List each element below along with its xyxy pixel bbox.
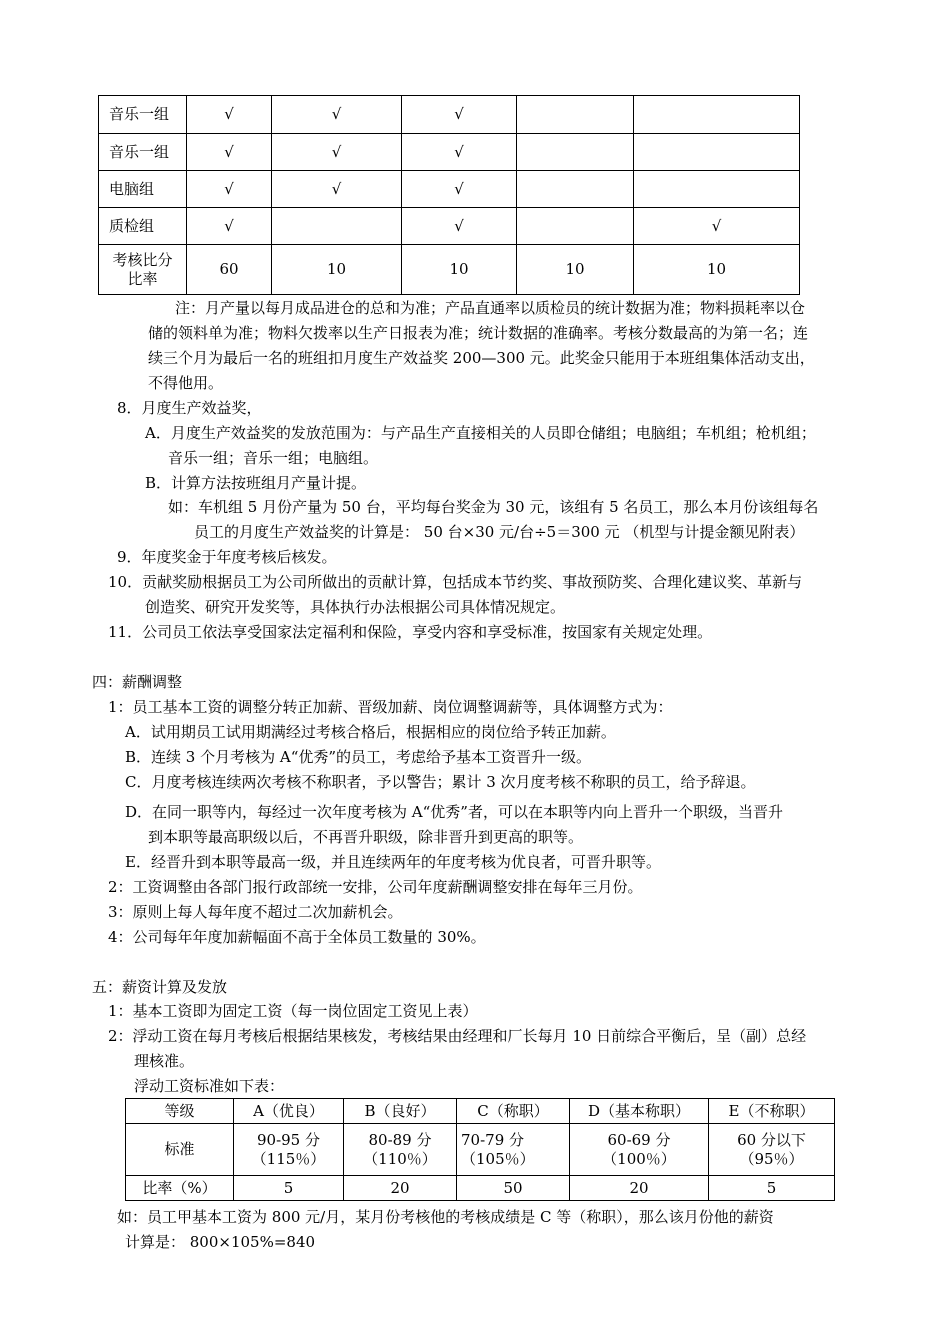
percentage: （110％） bbox=[363, 1149, 437, 1168]
cell bbox=[517, 171, 634, 208]
item-8-example-line-2: 员工的月度生产效益奖的计算是： 50 台×30 元/台÷5＝300 元 （机型与计提金额见附表） bbox=[194, 523, 805, 541]
ratio-value: 10 bbox=[634, 245, 800, 295]
ratio-value: 5 bbox=[234, 1176, 344, 1201]
percentage: （95％） bbox=[739, 1149, 804, 1168]
group-name: 音乐一组 bbox=[99, 134, 187, 171]
item-8-example-line-1: 如：车机组 5 月份产量为 50 台，平均每台奖金为 30 元，该组有 5 名员工，那么本月份该组每名 bbox=[168, 498, 819, 516]
ratio-value: 10 bbox=[517, 245, 634, 295]
table-caption: 浮动工资标准如下表： bbox=[134, 1077, 285, 1095]
grade-label: 等级 bbox=[126, 1099, 234, 1124]
float-salary-table bbox=[125, 1098, 835, 1201]
cell bbox=[634, 96, 800, 134]
table-row bbox=[99, 134, 800, 171]
grade-header: A（优良） bbox=[234, 1099, 344, 1124]
section-4-b: B．连续 3 个月考核为 A“优秀”的员工，考虑给予基本工资晋升一级。 bbox=[125, 748, 592, 766]
section-4-c: C．月度考核连续两次考核不称职者，予以警告；累计 3 次月度考核不称职的员工，给予辞退。 bbox=[125, 773, 756, 791]
cell: √ bbox=[187, 208, 272, 245]
standard-cell bbox=[570, 1124, 709, 1176]
score-range: 90-95 分 bbox=[256, 1130, 320, 1149]
item-9: 9．年度奖金于年度考核后核发。 bbox=[117, 548, 337, 566]
ratio-row bbox=[126, 1176, 835, 1201]
cell: √ bbox=[187, 134, 272, 171]
ratio-value: 10 bbox=[272, 245, 402, 295]
section-4-title: 四：薪酬调整 bbox=[92, 673, 183, 691]
group-name: 质检组 bbox=[99, 208, 187, 245]
score-range: 60-69 分 bbox=[607, 1130, 671, 1149]
note-line-2: 储的领料单为准；物料欠拨率以生产日报表为准；统计数据的准确率。考核分数最高的为第一名；连 bbox=[148, 324, 809, 342]
assessment-table bbox=[98, 95, 800, 295]
grade-header: C（称职） bbox=[457, 1099, 570, 1124]
cell bbox=[634, 171, 800, 208]
item-8-a-line-1: A．月度生产效益奖的发放范围为：与产品生产直接相关的人员即仓储组；电脑组；车机组；枪机组； bbox=[145, 424, 816, 442]
grade-header: D（基本称职） bbox=[570, 1099, 709, 1124]
ratio-label-line-2: 比率 bbox=[127, 269, 158, 288]
cell bbox=[517, 134, 634, 171]
item-8-a-line-2: 音乐一组；音乐一组；电脑组。 bbox=[168, 449, 379, 467]
section-4-a: A．试用期员工试用期满经过考核合格后，根据相应的岗位给予转正加薪。 bbox=[125, 723, 616, 741]
cell: √ bbox=[402, 96, 517, 134]
cell: √ bbox=[272, 171, 402, 208]
ratio-label bbox=[99, 245, 187, 295]
percentage: （100％） bbox=[602, 1149, 676, 1168]
ratio-value: 20 bbox=[344, 1176, 457, 1201]
score-range: 80-89 分 bbox=[368, 1130, 432, 1149]
section-5-p2-line-2: 理核准。 bbox=[134, 1052, 195, 1070]
section-4-p3: 3：原则上每人每年度不超过二次加薪机会。 bbox=[108, 903, 403, 921]
item-10-line-1: 10．贡献奖励根据员工为公司所做出的贡献计算，包括成本节约奖、事故预防奖、合理化建议奖、革新与 bbox=[108, 573, 803, 591]
ratio-value: 5 bbox=[709, 1176, 835, 1201]
section-4-d-line-1: D．在同一职等内，每经过一次年度考核为 A“优秀”者，可以在本职等内向上晋升一个职级，当晋升 bbox=[125, 803, 783, 821]
note-line-4: 不得他用。 bbox=[148, 374, 224, 392]
table-row bbox=[99, 96, 800, 134]
percentage: （105％） bbox=[461, 1149, 535, 1168]
section-4-p1: 1：员工基本工资的调整分转正加薪、晋级加薪、岗位调整调薪等，具体调整方式为： bbox=[108, 698, 673, 716]
score-range: 70-79 分 bbox=[461, 1130, 525, 1149]
cell: √ bbox=[402, 208, 517, 245]
cell: √ bbox=[187, 96, 272, 134]
standard-cell bbox=[457, 1124, 570, 1176]
ratio-label-line-1: 考核比分 bbox=[112, 250, 173, 269]
percentage: （115％） bbox=[251, 1149, 326, 1168]
item-10-line-2: 创造奖、研究开发奖等，具体执行办法根据公司具体情况规定。 bbox=[145, 598, 566, 616]
section-4-p2: 2：工资调整由各部门报行政部统一安排，公司年度薪酬调整安排在每年三月份。 bbox=[108, 878, 643, 896]
section-5-p1: 1：基本工资即为固定工资（每一岗位固定工资见上表） bbox=[108, 1002, 478, 1020]
item-8-title: 8．月度生产效益奖， bbox=[117, 399, 262, 417]
table-row bbox=[99, 171, 800, 208]
table-row bbox=[99, 208, 800, 245]
section-5-title: 五：薪资计算及发放 bbox=[92, 978, 228, 996]
group-name: 音乐一组 bbox=[99, 96, 187, 134]
grade-header: E（不称职） bbox=[709, 1099, 835, 1124]
item-11: 11．公司员工依法享受国家法定福利和保险，享受内容和享受标准，按国家有关规定处理。 bbox=[108, 623, 713, 641]
ratio-row bbox=[99, 245, 800, 295]
section-4-d-line-2: 到本职等最高职级以后，不再晋升职级，除非晋升到更高的职等。 bbox=[148, 828, 584, 846]
ratio-value: 10 bbox=[402, 245, 517, 295]
section-4-p4: 4：公司每年年度加薪幅面不高于全体员工数量的 30%。 bbox=[108, 928, 486, 946]
standard-row bbox=[126, 1124, 835, 1176]
example-line-2: 计算是： 800×105%=840 bbox=[125, 1233, 316, 1251]
ratio-value: 20 bbox=[570, 1176, 709, 1201]
standard-cell bbox=[234, 1124, 344, 1176]
standard-cell bbox=[344, 1124, 457, 1176]
cell bbox=[634, 134, 800, 171]
cell: √ bbox=[187, 171, 272, 208]
section-4-e: E．经晋升到本职等最高一级，并且连续两年的年度考核为优良者，可晋升职等。 bbox=[125, 853, 661, 871]
score-range: 60 分以下 bbox=[737, 1130, 806, 1149]
cell: √ bbox=[272, 134, 402, 171]
cell: √ bbox=[402, 171, 517, 208]
cell: √ bbox=[634, 208, 800, 245]
item-8-b: B．计算方法按班组月产量计提。 bbox=[145, 474, 367, 492]
cell bbox=[517, 96, 634, 134]
standard-cell bbox=[709, 1124, 835, 1176]
example-line-1: 如：员工甲基本工资为 800 元/月，某月份考核他的考核成绩是 C 等（称职），那么该月份他的薪资 bbox=[117, 1208, 774, 1226]
header-row bbox=[126, 1099, 835, 1124]
grade-header: B（良好） bbox=[344, 1099, 457, 1124]
cell bbox=[272, 208, 402, 245]
ratio-value: 50 bbox=[457, 1176, 570, 1201]
group-name: 电脑组 bbox=[99, 171, 187, 208]
cell bbox=[517, 208, 634, 245]
cell: √ bbox=[402, 134, 517, 171]
note-line-1: 注：月产量以每月成品进仓的总和为准；产品直通率以质检员的统计数据为准；物料损耗率以仓 bbox=[175, 299, 806, 317]
standard-label: 标准 bbox=[126, 1124, 234, 1176]
note-line-3: 续三个月为最后一名的班组扣月度生产效益奖 200—300 元。此奖金只能用于本班组集体活动支出， bbox=[148, 349, 815, 367]
section-5-p2-line-1: 2：浮动工资在每月考核后根据结果核发，考核结果由经理和厂长每月 10 日前综合平衡后，呈（副）总经 bbox=[108, 1027, 807, 1045]
ratio-label: 比率（%） bbox=[126, 1176, 234, 1201]
ratio-value: 60 bbox=[187, 245, 272, 295]
cell: √ bbox=[272, 96, 402, 134]
